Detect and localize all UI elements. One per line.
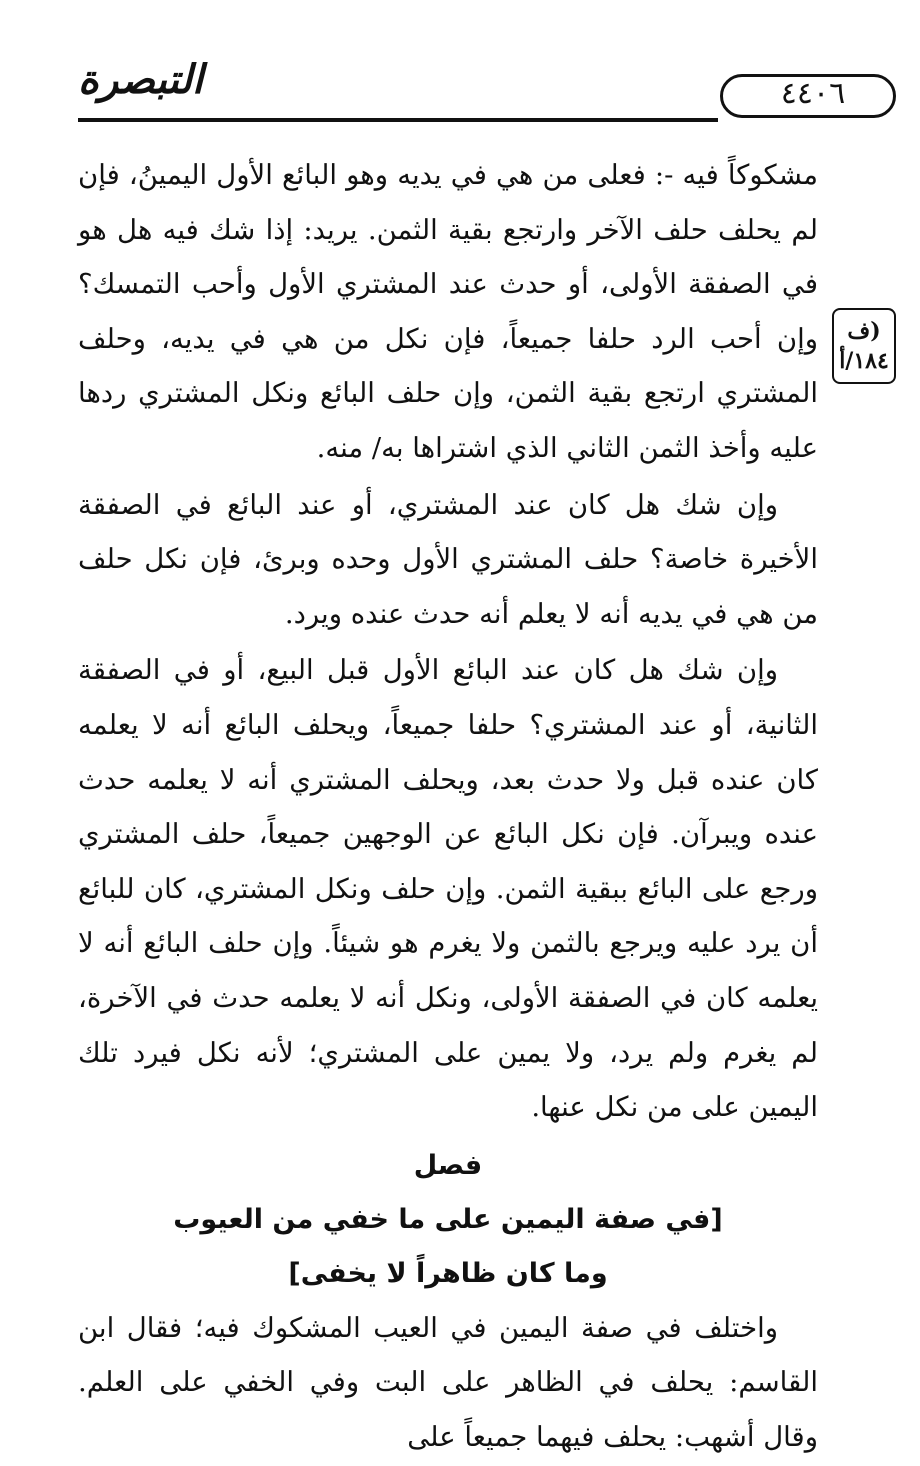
margin-note-line1: (ف bbox=[847, 318, 881, 344]
section-title-line2: وما كان ظاهراً لا يخفى] bbox=[288, 1257, 608, 1289]
margin-note-line2: ١٨٤/أ bbox=[839, 348, 889, 374]
margin-note bbox=[832, 308, 896, 384]
closing-paragraph: واختلف في صفة اليمين في العيب المشكوك فيه؛ فقال ابن القاسم: يحلف في الظاهر على البت وفي الخفي على العلم. وقال أشهب: يحلف فيهما جميعاً على bbox=[78, 1311, 818, 1453]
paragraph-3: وإن شك هل كان عند البائع الأول قبل البيع، أو في الصفقة الثانية، أو عند المشتري؟ حلفا جميعاً، ويحلف البائع أنه لا يعلمه كان عنده قبل ولا حدث بعد، ويحلف المشتري أنه لا يعلمه حدث عنده ويبرآن. فإن نكل البائع عن الوجهين جميعاً، حلف المشتري ورجع على البائع ببقية الثمن. وإن حلف ونكل المشتري، كان للبائع أن يرد عليه ويرجع بالثمن ولا يغرم هو شيئاً. وإن حلف البائع أنه لا يعلمه كان في الصفقة الأولى، ونكل أنه لا يعلمه حدث في الآخرة، لم يغرم ولم يرد، ولا يمين على المشتري؛ لأنه نكل فيرد تلك اليمين على من نكل عنها. bbox=[78, 654, 818, 1124]
section-heading bbox=[78, 1139, 818, 1301]
section-title-line1: [في صفة اليمين على ما خفي من العيوب bbox=[173, 1203, 723, 1235]
book-title: التبصرة bbox=[78, 56, 204, 103]
page-number: ٤٤٠٦ bbox=[780, 76, 846, 111]
paragraph-2: وإن شك هل كان عند المشتري، أو عند البائع في الصفقة الأخيرة خاصة؟ حلف المشتري الأول وحده وبرئ، فإن نكل حلف من هي في يديه أنه لا يعلم أنه حدث عنده ويرد. bbox=[78, 488, 818, 630]
paragraph-1: مشكوكاً فيه -: فعلى من هي في يديه وهو البائع الأول اليمينُ، فإن لم يحلف حلف الآخر وارتجع بقية الثمن. يريد: إذا شك فيه هل هو في الصفقة الأولى، أو حدث عند المشتري الأول وأحب التمسك؟ وإن أحب الرد حلفا جميعاً، فإن نكل من هي في يديه، وحلف المشتري ارتجع بقية الثمن، وإن حلف البائع ونكل المشتري ردها عليه وأخذ الثمن الثاني الذي اشتراها به/ منه. bbox=[78, 159, 818, 464]
page-header bbox=[78, 52, 846, 130]
body-text bbox=[78, 148, 818, 1466]
header-rule bbox=[78, 118, 718, 122]
section-label: فصل bbox=[413, 1149, 483, 1181]
